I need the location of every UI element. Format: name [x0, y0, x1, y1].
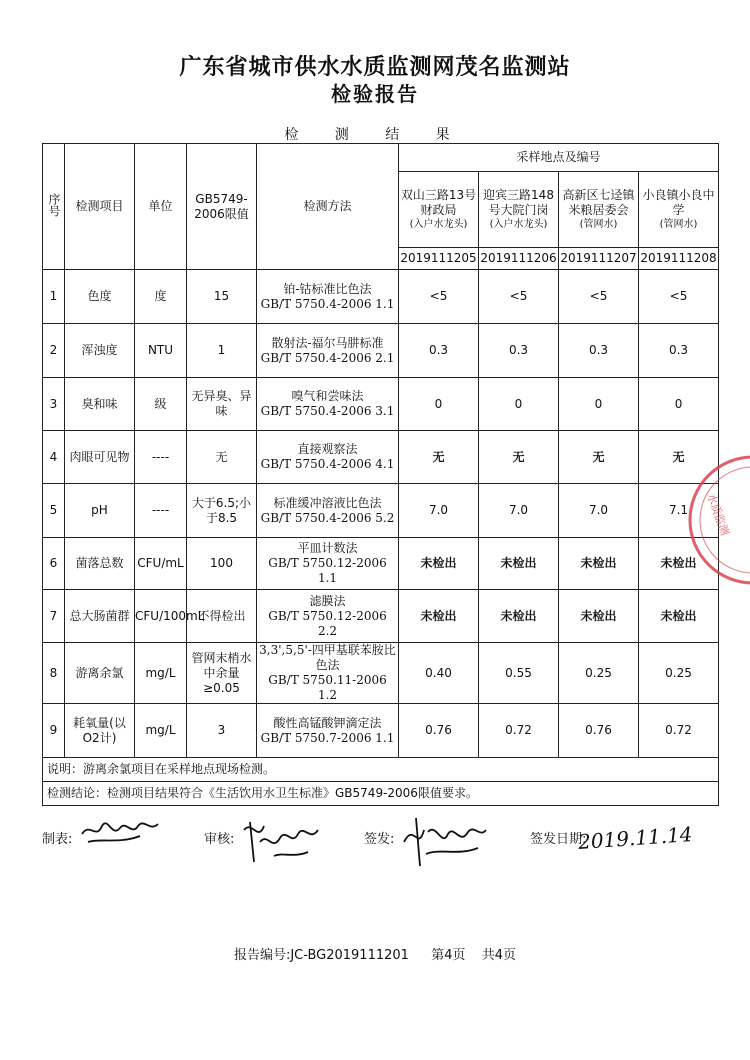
method-name: 直接观察法 — [297, 442, 358, 456]
method-standard: GB/T 5750.4-2006 4.1 — [260, 457, 395, 471]
test-method — [257, 324, 399, 378]
result-value: 无 — [639, 431, 719, 484]
result-value: 未检出 — [399, 590, 479, 643]
result-value: 无 — [399, 431, 479, 484]
report-number-line — [0, 944, 750, 963]
test-method — [257, 704, 399, 758]
limit-value: 无异臭、异味 — [187, 378, 257, 431]
method-name: 标准缓冲溶液比色法 — [273, 495, 382, 510]
result-value: <5 — [639, 270, 719, 324]
seal-stamp — [693, 455, 750, 585]
header-method: 检测方法 — [257, 144, 399, 270]
test-item: 浑浊度 — [65, 324, 135, 378]
header-seq: 序号 — [43, 144, 65, 270]
test-method — [257, 431, 399, 484]
method-name: 嗅气和尝味法 — [291, 389, 364, 403]
test-method — [257, 378, 399, 431]
row-number: 2 — [43, 324, 65, 378]
sample-code: 2019111205 — [399, 248, 479, 270]
table-row — [43, 484, 719, 538]
result-value: 未检出 — [479, 590, 559, 643]
test-item: 臭和味 — [65, 378, 135, 431]
limit-value: 100 — [187, 538, 257, 590]
result-value: 无 — [479, 431, 559, 484]
limit-value: 3 — [187, 704, 257, 758]
method-standard: GB/T 5750.12-2006 2.2 — [268, 608, 387, 638]
method-name: 铂-钴标准比色法 — [283, 281, 372, 296]
prepared-label: 制表: — [42, 832, 73, 847]
unit: 级 — [135, 378, 187, 431]
site-header-2 — [479, 172, 559, 248]
method-standard: GB/T 5750.12-2006 1.1 — [268, 556, 387, 585]
result-value: 未检出 — [639, 590, 719, 643]
table-row — [43, 643, 719, 704]
test-method — [257, 270, 399, 324]
table-row — [43, 270, 719, 324]
limit-value: 1 — [187, 324, 257, 378]
test-item: 游离余氯 — [65, 643, 135, 704]
unit: mg/L — [135, 704, 187, 758]
limit-value: 管网末梢水中余量≥0.05 — [187, 643, 257, 704]
test-item: 耗氧量(以O2计) — [65, 704, 135, 758]
unit: CFU/mL — [135, 538, 187, 590]
result-value: 未检出 — [559, 538, 639, 590]
test-item: 菌落总数 — [65, 538, 135, 590]
report-number: 报告编号:JC-BG2019111201 — [233, 948, 409, 963]
site-name: 小良镇小良中学 — [642, 187, 715, 218]
result-value: 0.55 — [479, 643, 559, 704]
table-row — [43, 538, 719, 590]
result-value: 7.1 — [639, 484, 719, 538]
row-number: 5 — [43, 484, 65, 538]
site-header-1 — [399, 172, 479, 248]
sample-code: 2019111208 — [639, 248, 719, 270]
result-value: 0.40 — [399, 643, 479, 704]
test-item: 色度 — [65, 270, 135, 324]
results-table — [42, 143, 719, 806]
result-value: 0.76 — [399, 704, 479, 758]
row-number: 9 — [43, 704, 65, 758]
site-sample-type: (入户水龙头) — [409, 218, 468, 230]
row-number: 7 — [43, 590, 65, 643]
method-name: 酸性高锰酸钾滴定法 — [273, 715, 382, 730]
total-pages: 共4页 — [481, 948, 517, 963]
method-standard: GB/T 5750.4-2006 1.1 — [260, 296, 395, 311]
limit-value: 大于6.5;小于8.5 — [187, 484, 257, 538]
result-value: 0 — [399, 378, 479, 431]
table-row — [43, 324, 719, 378]
result-value: 0.25 — [559, 643, 639, 704]
result-value: 0.72 — [479, 704, 559, 758]
result-value: 0.72 — [639, 704, 719, 758]
unit: 度 — [135, 270, 187, 324]
row-number: 1 — [43, 270, 65, 324]
method-standard: GB/T 5750.7-2006 1.1 — [260, 730, 395, 745]
method-name: 3,3',5,5'-四甲基联苯胺比色法 — [259, 643, 396, 672]
table-row — [43, 590, 719, 643]
limit-value: 不得检出 — [187, 590, 257, 643]
result-value: 0 — [559, 378, 639, 431]
result-value: <5 — [559, 270, 639, 324]
row-number: 3 — [43, 378, 65, 431]
table-row — [43, 378, 719, 431]
result-value: 0.25 — [639, 643, 719, 704]
result-value: 0 — [479, 378, 559, 431]
test-item: 总大肠菌群 — [65, 590, 135, 643]
site-name: 迎宾三路148号大院门岗 — [483, 187, 554, 218]
row-number: 6 — [43, 538, 65, 590]
result-value: 未检出 — [399, 538, 479, 590]
site-header-3 — [559, 172, 639, 248]
result-value: 7.0 — [559, 484, 639, 538]
method-name: 平皿计数法 — [297, 541, 358, 555]
result-value: 0.3 — [399, 324, 479, 378]
test-method — [257, 643, 399, 704]
section-title: 检 测 结 果 — [284, 127, 466, 143]
result-value: 0.3 — [639, 324, 719, 378]
issued-label: 签发: — [364, 832, 395, 847]
unit: mg/L — [135, 643, 187, 704]
site-sample-type: (管网水) — [579, 218, 618, 230]
result-value: 0.3 — [479, 324, 559, 378]
table-row — [43, 431, 719, 484]
conclusion-row: 检测结论：检测项目结果符合《生活饮用水卫生标准》GB5749-2006限值要求。 — [43, 782, 719, 806]
test-method — [257, 484, 399, 538]
unit: ---- — [135, 431, 187, 484]
site-sample-type: (入户水龙头) — [489, 218, 548, 230]
result-value: 0.76 — [559, 704, 639, 758]
result-value: 未检出 — [559, 590, 639, 643]
result-value: 0 — [639, 378, 719, 431]
unit: NTU — [135, 324, 187, 378]
issue-date: 2019.11.14 — [577, 822, 694, 854]
result-value: 未检出 — [639, 538, 719, 590]
header-unit: 单位 — [135, 144, 187, 270]
test-item: 肉眼可见物 — [65, 431, 135, 484]
result-value: 7.0 — [399, 484, 479, 538]
issue-date-label: 签发日期: — [530, 832, 587, 847]
result-value: 未检出 — [479, 538, 559, 590]
site-name: 高新区七迳镇米粮居委会 — [562, 187, 635, 218]
site-sample-type: (管网水) — [659, 218, 698, 230]
unit: CFU/100mL — [135, 590, 187, 643]
result-value: <5 — [479, 270, 559, 324]
result-value: 7.0 — [479, 484, 559, 538]
header-limit: GB5749-2006限值 — [187, 144, 257, 270]
method-name: 散射法-福尔马肼标准 — [271, 335, 384, 350]
site-header-4 — [639, 172, 719, 248]
sample-code: 2019111206 — [479, 248, 559, 270]
method-standard: GB/T 5750.4-2006 3.1 — [260, 404, 395, 418]
svg-text:水质监测: 水质监测 — [704, 491, 732, 538]
issued-signature — [398, 812, 488, 870]
unit: ---- — [135, 484, 187, 538]
result-value: 无 — [559, 431, 639, 484]
report-subtitle: 检验报告 — [331, 82, 419, 106]
test-item: pH — [65, 484, 135, 538]
result-value: 0.3 — [559, 324, 639, 378]
method-standard: GB/T 5750.11-2006 1.2 — [268, 673, 387, 702]
page-number: 第4页 — [431, 948, 466, 963]
reviewed-signature — [238, 812, 328, 872]
method-standard: GB/T 5750.4-2006 2.1 — [260, 350, 395, 365]
row-number: 8 — [43, 643, 65, 704]
test-method — [257, 590, 399, 643]
reviewed-label: 审核: — [204, 832, 235, 847]
prepared-signature — [80, 812, 160, 852]
header-item: 检测项目 — [65, 144, 135, 270]
method-name: 滤膜法 — [309, 593, 346, 608]
limit-value: 无 — [187, 431, 257, 484]
sample-code: 2019111207 — [559, 248, 639, 270]
row-number: 4 — [43, 431, 65, 484]
report-title: 广东省城市供水水质监测网茂名监测站 — [179, 55, 571, 80]
result-value: <5 — [399, 270, 479, 324]
table-row — [43, 704, 719, 758]
test-method — [257, 538, 399, 590]
note-row: 说明：游离余氯项目在采样地点现场检测。 — [43, 758, 719, 782]
limit-value: 15 — [187, 270, 257, 324]
header-sites: 采样地点及编号 — [399, 144, 719, 172]
site-name: 双山三路13号财政局 — [400, 187, 477, 218]
method-standard: GB/T 5750.4-2006 5.2 — [260, 510, 395, 525]
